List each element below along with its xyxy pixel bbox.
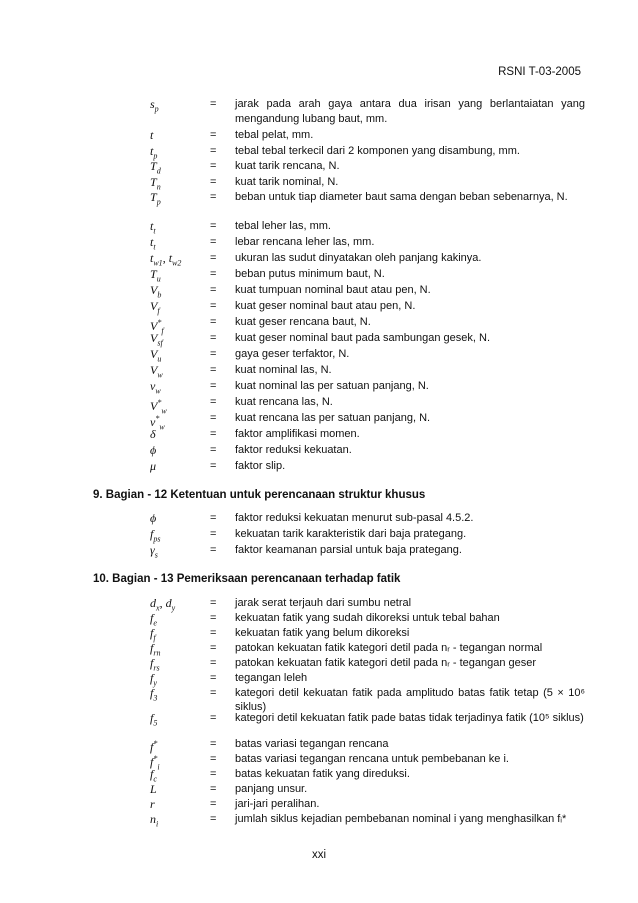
symbol-description: lebar rencana leher las, mm.	[235, 236, 375, 248]
symbol	[150, 97, 210, 116]
symbol	[150, 511, 210, 526]
symbol	[150, 812, 210, 831]
equals-sign: =	[210, 753, 217, 765]
symbol-base: V	[150, 399, 158, 413]
symbol-subscript: w	[157, 370, 163, 380]
symbol	[150, 711, 210, 730]
symbol	[150, 128, 210, 143]
equals-sign: =	[210, 738, 217, 750]
section-9-heading: 9. Bagian - 12 Ketentuan untuk perencanaan struktur khusus	[93, 489, 426, 501]
equals-sign: =	[210, 332, 217, 344]
symbol-description: kekuatan tarik karakteristik dari baja prategang.	[235, 528, 467, 540]
symbol	[150, 686, 210, 705]
symbol-description: kekuatan fatik yang sudah dikoreksi untuk tebal bahan	[235, 612, 500, 624]
symbol-description: beban untuk tiap diameter baut sama dengan beban sebenarnya, N.	[235, 191, 568, 203]
symbol-description: faktor keamanan parsial untuk baja prategang.	[235, 544, 462, 556]
symbol-subscript: t	[153, 242, 156, 252]
symbol-separator: ,	[162, 251, 169, 265]
symbol-description: patokan kekuatan fatik kategori detil pada nᵣ - tegangan geser	[235, 657, 537, 669]
symbol-base: t	[150, 251, 154, 265]
equals-sign: =	[210, 129, 217, 141]
symbol-description: batas kekuatan fatik yang direduksi.	[235, 768, 410, 780]
symbol-base: V	[150, 319, 158, 333]
symbol	[150, 427, 210, 442]
symbol-base: s	[150, 97, 155, 111]
section-10-heading: 10. Bagian - 13 Pemeriksaan perencanaan terhadap fatik	[93, 573, 401, 585]
symbol	[150, 459, 210, 474]
symbol-description: gaya geser terfaktor, N.	[235, 348, 350, 360]
symbol-subscript: p	[153, 151, 158, 161]
symbol-subscript: y	[171, 603, 176, 613]
symbol-base: ϕ	[150, 511, 157, 525]
symbol-separator: ,	[159, 596, 166, 610]
symbol-subscript: n	[156, 182, 161, 192]
symbol-subscript: x	[156, 603, 160, 613]
equals-sign: =	[210, 396, 217, 408]
symbol-description: kuat geser nominal baut atau pen, N.	[235, 300, 416, 312]
equals-sign: =	[210, 191, 217, 203]
symbol-subscript: w1	[153, 258, 163, 268]
symbol-description: kuat tarik nominal, N.	[235, 176, 339, 188]
equals-sign: =	[210, 687, 217, 699]
symbol-base: V	[150, 283, 158, 297]
symbol-subscript: sf	[157, 338, 163, 348]
symbol-subscript: i	[157, 762, 160, 772]
symbol	[150, 443, 210, 458]
equals-sign: =	[210, 220, 217, 232]
symbol-description: kuat nominal las, N.	[235, 364, 332, 376]
symbol-base: V	[150, 363, 158, 377]
symbol-subscript: rs	[153, 663, 160, 673]
symbol-subscript: w	[161, 406, 167, 416]
symbol-subscript: w2	[172, 258, 182, 268]
symbol-description: kategori detil kekuatan fatik pada amplitudo batas fatik tetap (5 × 10⁶ siklus)	[235, 687, 585, 713]
symbol-base: V	[150, 331, 158, 345]
equals-sign: =	[210, 380, 217, 392]
equals-sign: =	[210, 544, 217, 556]
symbol-base: f	[150, 755, 154, 769]
symbol-superscript: *	[157, 318, 162, 327]
equals-sign: =	[210, 528, 217, 540]
symbol-description: panjang unsur.	[235, 783, 308, 795]
symbol-description: kuat tumpuan nominal baut atau pen, N.	[235, 284, 431, 296]
equals-sign: =	[210, 268, 217, 280]
symbol-subscript: f	[157, 306, 160, 316]
symbol-base: t	[168, 251, 173, 265]
symbol-base: f	[150, 641, 154, 655]
symbol-subscript: 5	[153, 718, 158, 728]
symbol-base: f	[150, 711, 154, 725]
equals-sign: =	[210, 412, 217, 424]
symbol-base: T	[150, 190, 157, 204]
symbol-base: v	[150, 379, 156, 393]
equals-sign: =	[210, 813, 217, 825]
symbol-base: d	[150, 596, 156, 610]
equals-sign: =	[210, 316, 217, 328]
symbol-description: jari-jari peralihan.	[235, 798, 320, 810]
symbol-description: batas variasi tegangan rencana	[235, 738, 389, 750]
symbol-base: T	[150, 267, 157, 281]
symbol-base: T	[150, 159, 157, 173]
symbol	[150, 190, 210, 209]
symbol-base: V	[150, 347, 158, 361]
symbol-description: faktor slip.	[235, 460, 286, 472]
symbol-description: faktor reduksi kekuatan.	[235, 444, 352, 456]
symbol-base: δ	[150, 427, 156, 441]
symbol-description: kekuatan fatik yang belum dikoreksi	[235, 627, 410, 639]
symbol-base: f	[150, 626, 154, 640]
symbol-base: μ	[150, 459, 157, 473]
symbol-subscript: i	[156, 819, 159, 829]
symbol-base: r	[150, 797, 155, 811]
symbol-description: patokan kekuatan fatik kategori detil pada nᵣ - tegangan normal	[235, 642, 543, 654]
symbol-base: L	[150, 782, 157, 796]
equals-sign: =	[210, 768, 217, 780]
symbol-description: kategori detil kekuatan fatik pade batas tidak terjadinya fatik (10⁵ siklus)	[235, 712, 584, 724]
equals-sign: =	[210, 798, 217, 810]
symbol-description: tebal pelat, mm.	[235, 129, 314, 141]
symbol-description: beban putus minimum baut, N.	[235, 268, 385, 280]
symbol-subscript: c	[153, 774, 157, 784]
symbol-base: v	[150, 415, 156, 429]
equals-sign: =	[210, 672, 217, 684]
symbol-description: ukuran las sudut dinyatakan oleh panjang kakinya.	[235, 252, 482, 264]
symbol-base: f	[150, 767, 154, 781]
symbol-base: t	[150, 235, 154, 249]
equals-sign: =	[210, 364, 217, 376]
symbol-description: kuat geser nominal baut pada sambungan gesek, N.	[235, 332, 490, 344]
symbol-subscript: d	[156, 166, 161, 176]
equals-sign: =	[210, 657, 217, 669]
symbol-base: f	[150, 671, 154, 685]
symbol-base: T	[150, 175, 157, 189]
symbol-base: t	[150, 219, 154, 233]
symbol-description: tebal tebal terkecil dari 2 komponen yang disambung, mm.	[235, 145, 520, 157]
symbol-base: f	[150, 686, 154, 700]
symbol-superscript: *	[155, 414, 160, 423]
equals-sign: =	[210, 712, 217, 724]
symbol-description: jumlah siklus kejadian pembebanan nominal i yang menghasilkan fᵢ*	[235, 813, 567, 825]
symbol-description: tegangan leleh	[235, 672, 308, 684]
symbol-description: kuat geser rencana baut, N.	[235, 316, 371, 328]
equals-sign: =	[210, 512, 217, 524]
symbol-base: V	[150, 299, 158, 313]
equals-sign: =	[210, 460, 217, 472]
equals-sign: =	[210, 444, 217, 456]
symbol-subscript: s	[154, 550, 158, 560]
symbol-base: t	[150, 144, 154, 158]
symbol-subscript: 3	[153, 693, 158, 703]
symbol-base: ϕ	[150, 443, 157, 457]
equals-sign: =	[210, 284, 217, 296]
symbol-description: faktor amplifikasi momen.	[235, 428, 360, 440]
equals-sign: =	[210, 642, 217, 654]
symbol-superscript: *	[153, 754, 158, 763]
symbol-base: f	[150, 740, 154, 754]
symbol-subscript: b	[157, 290, 162, 300]
symbol-base: t	[150, 128, 154, 142]
symbol-description: kuat nominal las per satuan panjang, N.	[235, 380, 429, 392]
symbol-subscript: w	[159, 422, 165, 432]
symbol-subscript: e	[153, 618, 157, 628]
symbol-subscript: u	[156, 274, 161, 284]
symbol-subscript: f	[153, 633, 156, 643]
equals-sign: =	[210, 145, 217, 157]
equals-sign: =	[210, 627, 217, 639]
equals-sign: =	[210, 597, 217, 609]
equals-sign: =	[210, 428, 217, 440]
symbol-description: kuat rencana las per satuan panjang, N.	[235, 412, 431, 424]
symbol-base: f	[150, 611, 154, 625]
document-code: RSNI T-03-2005	[498, 66, 581, 78]
equals-sign: =	[210, 176, 217, 188]
symbol	[150, 543, 210, 562]
equals-sign: =	[210, 783, 217, 795]
symbol-subscript: p	[156, 197, 161, 207]
symbol-description: kuat rencana las, N.	[235, 396, 333, 408]
symbol-base: f	[150, 656, 154, 670]
symbol-subscript: f	[161, 326, 164, 336]
symbol-subscript: p	[154, 104, 159, 114]
symbol-subscript: u	[157, 354, 162, 364]
symbol-description: faktor reduksi kekuatan menurut sub-pasal 4.5.2.	[235, 512, 474, 524]
symbol-subscript: t	[153, 226, 156, 236]
symbol-base: γ	[150, 543, 155, 557]
symbol-base: n	[150, 812, 156, 826]
page-number: xxi	[311, 849, 327, 861]
symbol-base: f	[150, 527, 154, 541]
symbol-subscript: ps	[153, 534, 161, 544]
equals-sign: =	[210, 98, 217, 110]
equals-sign: =	[210, 300, 217, 312]
symbol-subscript: rn	[153, 648, 161, 658]
equals-sign: =	[210, 348, 217, 360]
symbol-description: tebal leher las, mm.	[235, 220, 331, 232]
equals-sign: =	[210, 612, 217, 624]
symbol-base: d	[165, 596, 172, 610]
symbol-description: jarak pada arah gaya antara dua irisan yang berlantaiatan yang mengandung lubang baut, mm.	[235, 98, 585, 125]
equals-sign: =	[210, 236, 217, 248]
symbol	[150, 782, 210, 796]
symbol	[150, 797, 210, 811]
symbol-superscript: *	[157, 398, 162, 407]
equals-sign: =	[210, 252, 217, 264]
symbol-superscript: *	[153, 739, 158, 748]
symbol-description: jarak serat terjauh dari sumbu netral	[235, 597, 412, 609]
symbol-description: kuat tarik rencana, N.	[235, 160, 340, 172]
symbol-subscript: y	[153, 678, 157, 688]
symbol-description: batas variasi tegangan rencana untuk pembebanan ke i.	[235, 753, 509, 765]
equals-sign: =	[210, 160, 217, 172]
symbol-subscript: w	[155, 386, 161, 396]
